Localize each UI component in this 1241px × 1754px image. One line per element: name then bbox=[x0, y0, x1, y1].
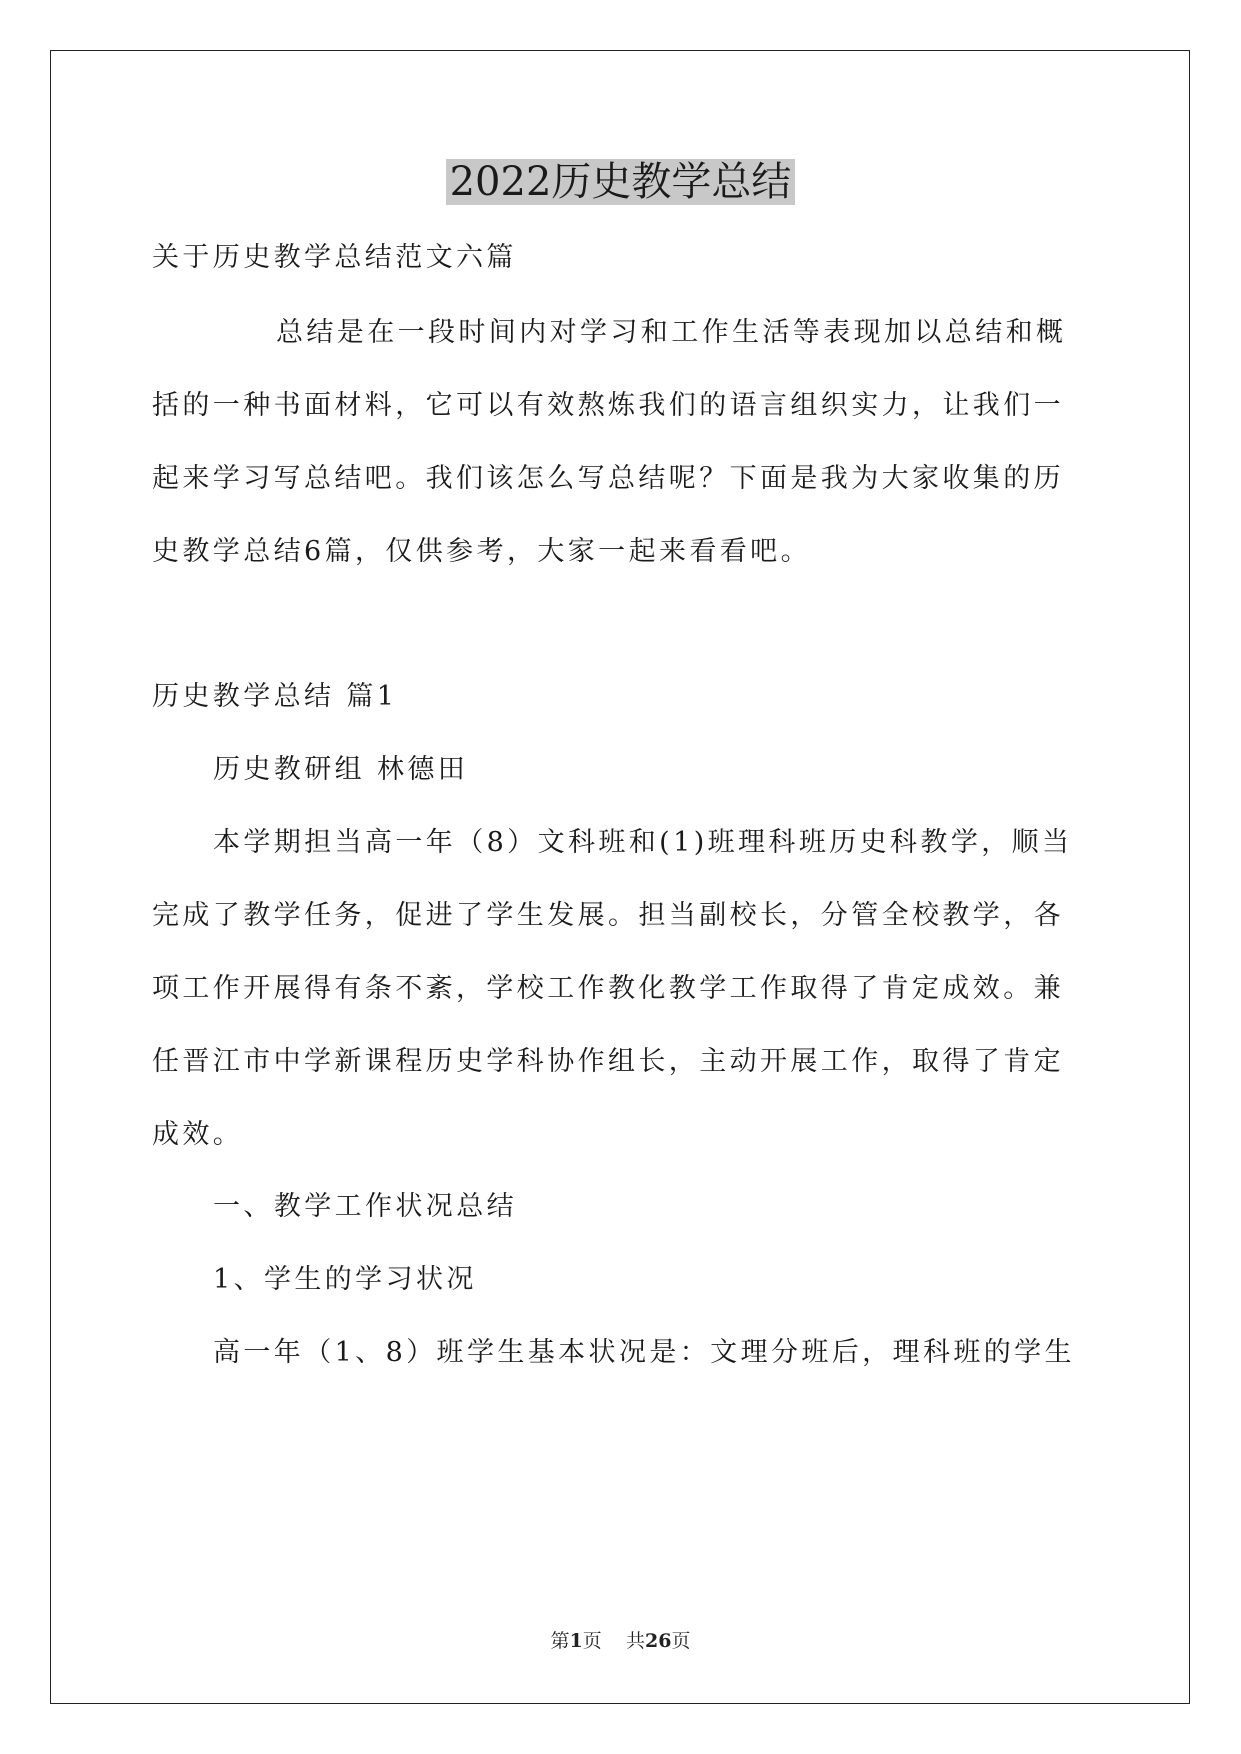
footer-page-suffix: 页 bbox=[582, 1630, 602, 1652]
sub-heading-1: 一、教学工作状况总结 bbox=[213, 1191, 517, 1222]
page-footer bbox=[0, 1626, 1241, 1653]
author-line: 历史教研组 林德田 bbox=[213, 754, 469, 785]
document-title-text: 2022历史教学总结 bbox=[446, 159, 796, 205]
footer-total-pages: 26 bbox=[644, 1630, 672, 1652]
footer-page-number: 1 bbox=[569, 1630, 583, 1652]
sub-heading-2: 1、学生的学习状况 bbox=[213, 1264, 477, 1295]
body-line-3: 项工作开展得有条不紊，学校工作教化教学工作取得了肯定成效。兼 bbox=[152, 973, 1064, 1004]
footer-prefix: 第 bbox=[550, 1630, 570, 1652]
intro-line-2: 括的一种书面材料，它可以有效熬炼我们的语言组织实力，让我们一 bbox=[152, 390, 1064, 421]
document-title bbox=[0, 152, 1241, 212]
body-line-2: 完成了教学任务，促进了学生发展。担当副校长，分管全校教学，各 bbox=[152, 900, 1064, 931]
intro-line-1: 总结是在一段时间内对学习和工作生活等表现加以总结和概 bbox=[276, 317, 1067, 348]
body-line-4: 任晋江市中学新课程历史学科协作组长，主动开展工作，取得了肯定 bbox=[152, 1046, 1064, 1077]
page-border bbox=[50, 50, 1190, 1704]
section-heading: 历史教学总结 篇1 bbox=[152, 681, 398, 712]
footer-total-prefix: 共 bbox=[625, 1630, 645, 1652]
body-line-5: 成效。 bbox=[152, 1119, 244, 1150]
footer-total-suffix: 页 bbox=[671, 1630, 691, 1652]
document-subtitle: 关于历史教学总结范文六篇 bbox=[152, 242, 517, 273]
intro-line-3: 起来学习写总结吧。我们该怎么写总结呢？下面是我为大家收集的历 bbox=[152, 463, 1064, 494]
body-last-line: 高一年（1、8）班学生基本状况是：文理分班后，理科班的学生 bbox=[213, 1337, 1075, 1368]
body-line-1: 本学期担当高一年（8）文科班和(1)班理科班历史科教学，顺当 bbox=[213, 827, 1073, 858]
intro-line-4: 史教学总结6篇，仅供参考，大家一起来看看吧。 bbox=[152, 536, 811, 567]
